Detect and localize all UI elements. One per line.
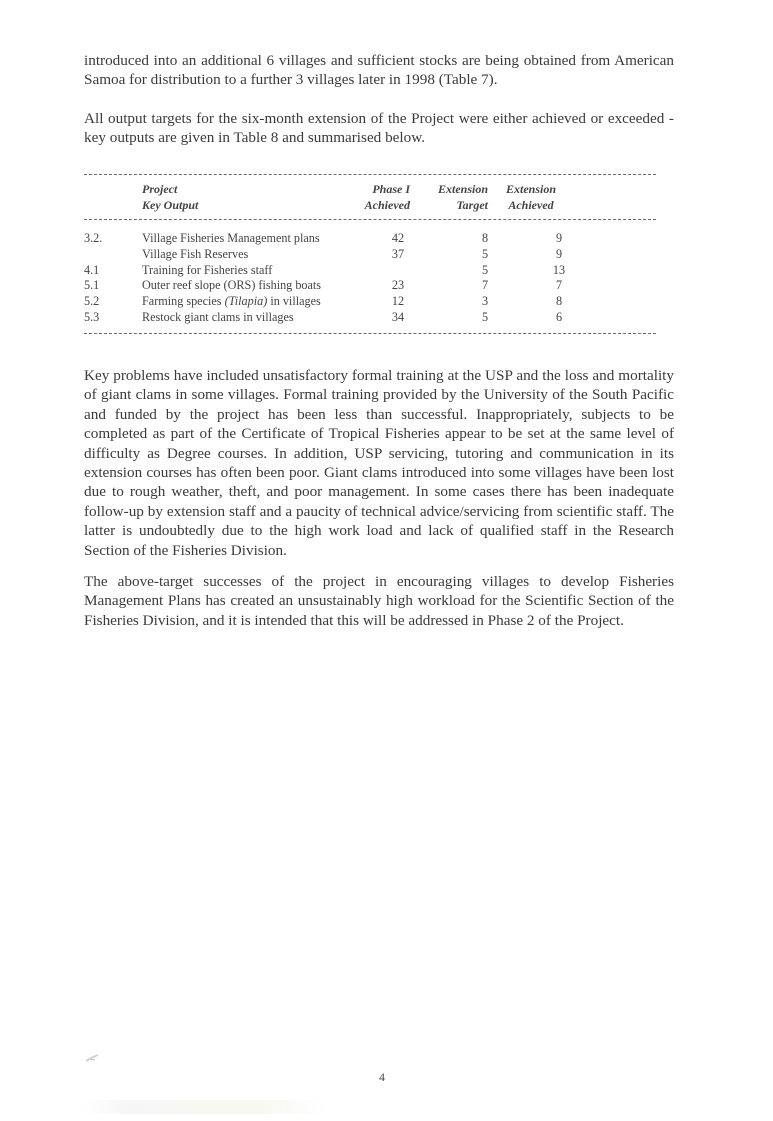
row-extension-target: 8 — [481, 231, 489, 245]
row-output: Restock giant clams in villages — [142, 309, 294, 324]
row-output-suffix: in villages — [267, 294, 321, 309]
paragraph-workload: The above-target successes of the project in encouraging villages to develop Fisheries Management Plans has created an unsustainably high workload for the Scientific Section of the Fisheries Division, and it is intended that this will be addressed in Phase 2 of the Project. — [84, 573, 674, 629]
row-extension-target: 5 — [481, 309, 489, 324]
row-extension-achieved: 6 — [555, 309, 563, 324]
table-row — [84, 247, 656, 263]
header-achieved-line1: Extension — [505, 182, 556, 196]
table-bottom-rule — [84, 333, 656, 334]
row-extension-achieved: 9 — [555, 246, 563, 261]
header-key-output — [142, 181, 198, 213]
table-row — [84, 294, 656, 310]
row-output: Village Fish Reserves — [142, 246, 249, 261]
page-number: 4 — [379, 1070, 385, 1084]
paragraph-key-problems: Key problems have included unsatisfactory formal training at the USP and the loss and mortality of giant clams in some villages. Formal training provided by the University of the South Pacific and funded by the project has been less than successful. Inappropriately, subjects to be completed as part of the Certificate of Tropical Fisheries appear to be set at the same level of difficulty as Degree courses. In addition, USP servicing, tutoring and communication in its extension courses has often been poor. Giant clams introduced into some villages have been lost due to rough weather, theft, and poor management. In some cases there has been inadequate follow-up by extension staff and a paucity of technical advice/servicing from scientific staff. The latter is undoubtedly due to the high work load and lack of qualified staff in the Research Section of the Fisheries Division. — [84, 367, 674, 559]
scan-artifact-mark — [84, 1052, 102, 1064]
scan-artifact-smudge — [80, 1100, 330, 1114]
header-phase-achieved — [340, 181, 410, 213]
row-output-prefix: Farming species — [142, 294, 225, 309]
row-number: 4.1 — [84, 262, 100, 277]
table-body — [84, 231, 656, 326]
table-row — [84, 310, 656, 326]
table-row — [84, 231, 656, 247]
header-phase-line1: Phase I — [372, 182, 410, 196]
row-phase-achieved: 23 — [391, 278, 405, 293]
header-achieved-line2: Achieved — [508, 198, 554, 212]
row-output: Training for Fisheries staff — [142, 262, 273, 277]
row-number: 5.1 — [84, 278, 100, 293]
row-phase-achieved: 42 — [391, 231, 405, 245]
row-number: 3.2. — [84, 231, 103, 245]
row-output: Village Fisheries Management plans — [142, 231, 320, 245]
table-top-rule — [84, 174, 656, 175]
header-key-output-line2: Key Output — [142, 198, 199, 212]
table-row — [84, 278, 656, 294]
paragraph-output-targets: All output targets for the six-month extension of the Project were either achieved or exceeded - key outputs are given in Table 8 and summarised below. — [84, 110, 674, 147]
table-row — [84, 263, 656, 279]
header-target-line1: Extension — [437, 182, 488, 196]
row-extension-target: 3 — [481, 294, 489, 309]
paragraph-intro-continuation: introduced into an additional 6 villages and sufficient stocks are being obtained from American Samoa for distribution to a further 3 villages later in 1998 (Table 7). — [84, 52, 674, 89]
row-output: Outer reef slope (ORS) fishing boats — [142, 278, 322, 293]
row-extension-achieved: 8 — [555, 294, 563, 309]
header-key-output-line1: Project — [142, 182, 178, 196]
row-extension-achieved: 9 — [555, 231, 563, 245]
row-output — [142, 294, 321, 310]
row-extension-target: 7 — [481, 278, 489, 293]
row-phase-achieved: 37 — [391, 246, 405, 261]
table-header-rule — [84, 219, 656, 220]
header-extension-achieved — [498, 181, 564, 213]
row-phase-achieved: 12 — [391, 294, 405, 309]
row-phase-achieved: 34 — [391, 309, 405, 324]
header-phase-line2: Achieved — [364, 198, 410, 212]
row-number: 5.3 — [84, 309, 100, 324]
row-extension-target: 5 — [481, 246, 489, 261]
row-extension-target: 5 — [481, 262, 489, 277]
row-extension-achieved: 7 — [555, 278, 563, 293]
header-extension-target — [422, 181, 488, 213]
header-target-line2: Target — [456, 198, 488, 212]
row-extension-achieved: 13 — [552, 262, 566, 277]
row-number: 5.2 — [84, 294, 100, 309]
row-output-species: (Tilapia) — [224, 294, 268, 309]
